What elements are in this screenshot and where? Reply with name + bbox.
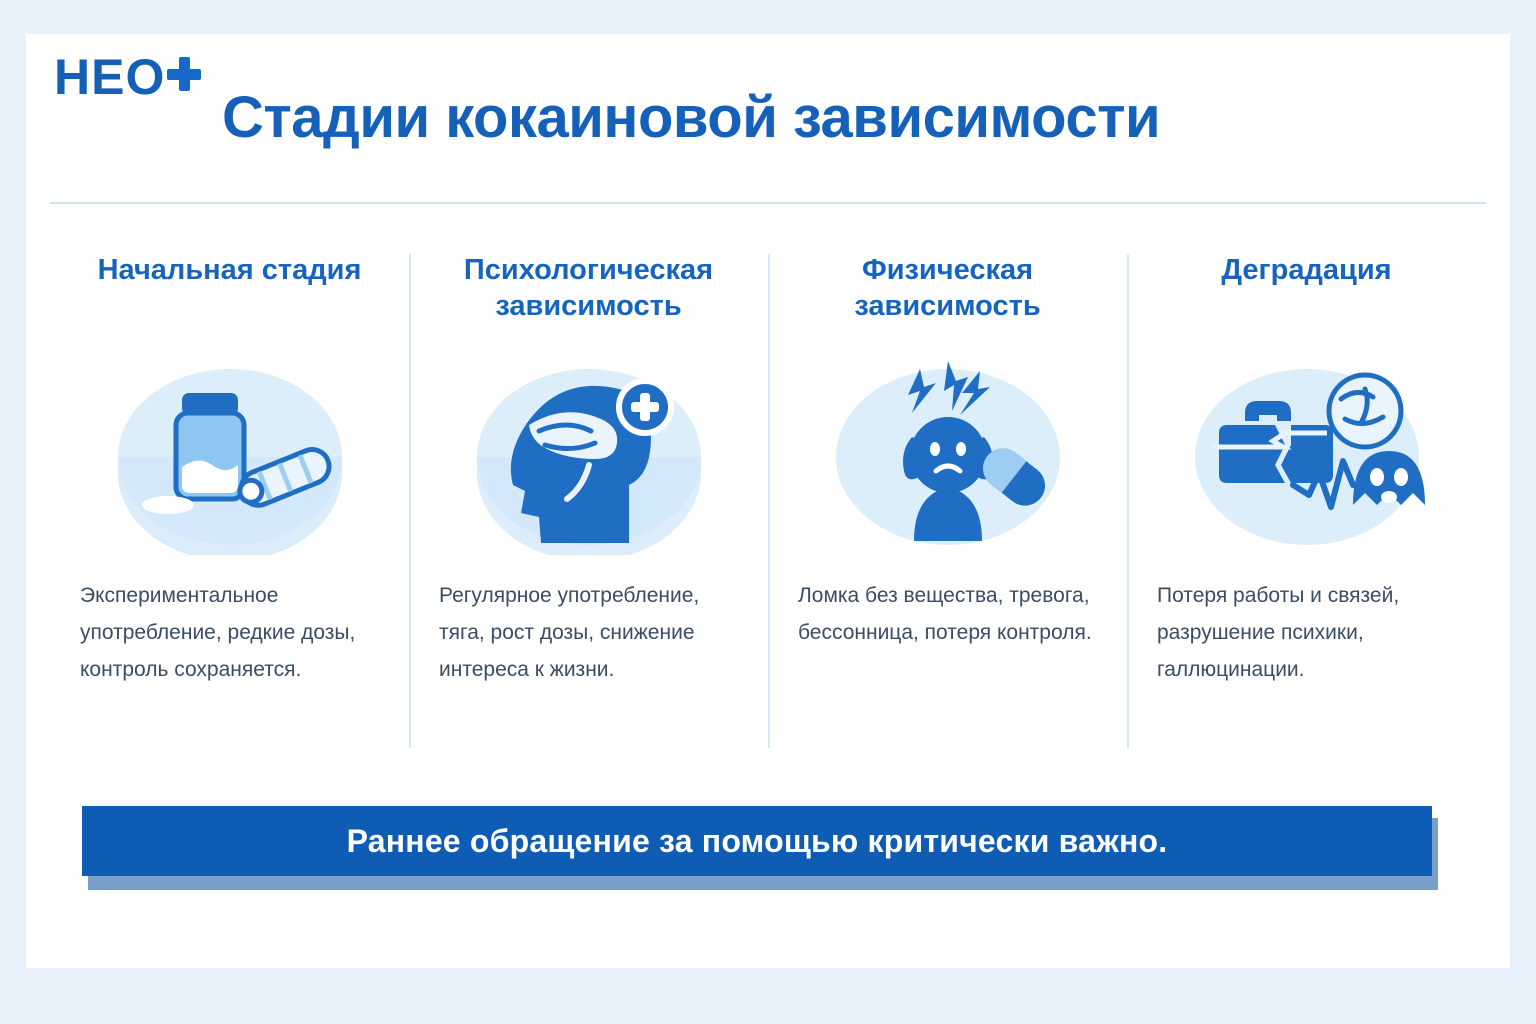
stage-description: Ломка без вещества, тревога, бессонница, потеря контроля.: [798, 584, 1092, 644]
stage-description: Потеря работы и связей, разрушение психики, галлюцинации.: [1157, 584, 1400, 681]
stage-card-3: [768, 240, 1127, 760]
page-title: Стадии кокаиновой зависимости: [222, 85, 1161, 150]
brand-logo-text: HEO: [54, 49, 166, 105]
frame-top-band: [0, 0, 1536, 34]
stage-title: Деградация: [1221, 254, 1392, 286]
title-divider: [50, 202, 1486, 204]
content-canvas: [26, 34, 1510, 968]
brand-logo: [54, 49, 201, 105]
person-headache-with-pill-icon: [823, 340, 1073, 560]
broken-briefcase-brain-ghost-icon: [1182, 340, 1432, 560]
stage-card-2: [409, 240, 768, 760]
frame-bottom-band: [0, 968, 1536, 1024]
plus-icon: [167, 57, 201, 91]
stage-title: Начальная стадия: [97, 254, 362, 286]
pill-bottle-and-rolled-note-icon: [105, 340, 355, 560]
stages-row: [50, 240, 1486, 760]
stage-title: Физическая зависимость: [854, 254, 1041, 323]
stage-description: Экспериментальное употребление, редкие дозы, контроль сохраняется.: [80, 584, 356, 681]
head-brain-with-plus-badge-icon: [464, 340, 714, 560]
stage-card-1: [50, 240, 409, 760]
stage-description: Регулярное употребление, тяга, рост дозы, снижение интереса к жизни.: [439, 584, 700, 681]
frame-left-band: [0, 0, 26, 1024]
banner-text: Раннее обращение за помощью критически важно.: [346, 822, 1168, 859]
frame-right-band: [1510, 0, 1536, 1024]
call-to-action-banner: [82, 806, 1432, 876]
stage-card-4: [1127, 240, 1486, 760]
stage-title: Психологическая зависимость: [463, 254, 714, 323]
